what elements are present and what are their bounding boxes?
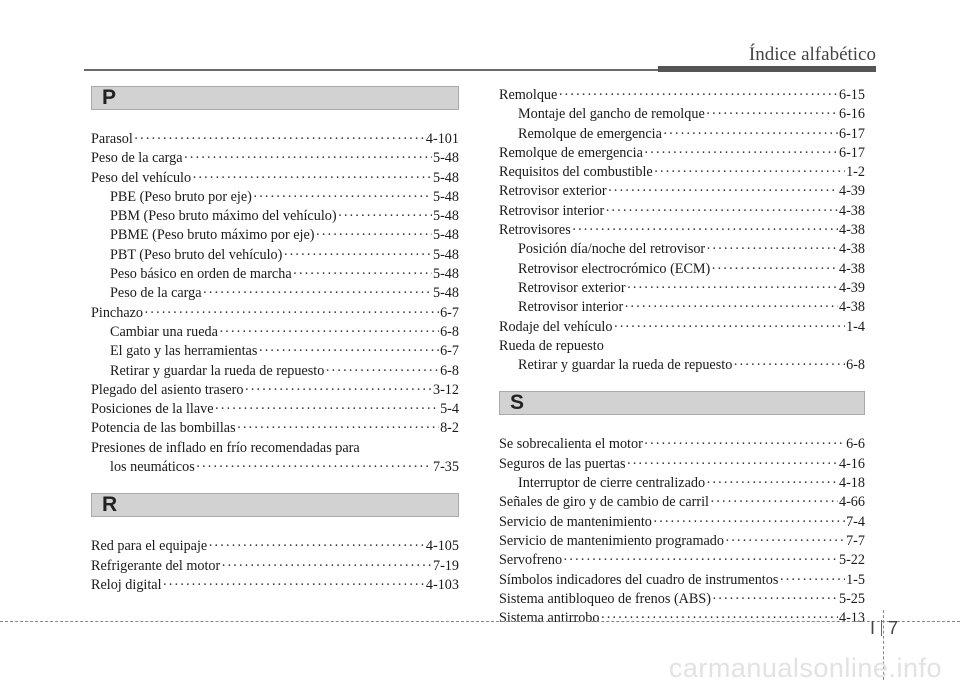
leader-dots: [710, 493, 838, 512]
leader-dots: [626, 455, 838, 474]
entry-text: Refrigerante del motor: [91, 557, 221, 574]
index-subentry: [91, 323, 459, 342]
entry-page-ref: 1-4: [846, 318, 865, 335]
entry-page-ref: 5-48: [432, 169, 459, 186]
leader-dots: [624, 298, 838, 317]
index-entry-heading: Rueda de repuesto: [499, 337, 604, 354]
page-digit: 7: [887, 618, 898, 638]
entry-text: Símbolos indicadores del cuadro de instrumentos: [499, 571, 779, 588]
index-entry: [499, 163, 865, 182]
entry-text: Señales de giro y de cambio de carril: [499, 494, 709, 511]
index-column-left: [91, 86, 459, 595]
index-entry: [91, 576, 459, 595]
leader-dots: [706, 240, 838, 259]
index-entry: [499, 318, 865, 337]
entry-text: Retirar y guardar la rueda de repuesto: [518, 357, 733, 374]
index-subentry: [91, 342, 459, 361]
index-entry: [91, 381, 459, 400]
entry-page-ref: 7-7: [846, 532, 865, 549]
leader-dots: [779, 571, 845, 590]
leader-dots: [283, 246, 432, 265]
index-entry: [91, 400, 459, 419]
leader-dots: [221, 557, 432, 576]
entry-text: PBT (Peso bruto del vehículo): [110, 246, 283, 263]
entry-text: Cambiar una rueda: [110, 323, 218, 340]
leader-dots: [605, 202, 838, 221]
entry-page-ref: 4-16: [838, 455, 865, 472]
entry-text: Remolque de emergencia: [499, 144, 643, 161]
leader-dots: [325, 362, 439, 381]
entry-page-ref: 6-17: [838, 125, 865, 142]
entry-text: Remolque de emergencia: [518, 125, 662, 142]
section-letter: S: [510, 391, 525, 415]
entry-text: Posiciones de la llave: [91, 401, 214, 418]
entry-page-ref: 6-8: [846, 357, 865, 374]
entry-text: Servicio de mantenimiento: [499, 513, 652, 530]
entry-text: Posición día/noche del retrovisor: [518, 241, 706, 258]
entry-page-ref: 6-7: [440, 343, 459, 360]
entry-text: Peso básico en orden de marcha: [110, 266, 292, 283]
entry-text: Plegado del asiento trasero: [91, 381, 244, 398]
entry-text: Sistema antirrobo: [499, 610, 600, 627]
entry-page-ref: 7-35: [432, 459, 459, 476]
footer-rule: [0, 621, 960, 622]
entry-page-ref: 5-48: [432, 246, 459, 263]
leader-dots: [253, 188, 432, 207]
index-entry: [499, 202, 865, 221]
entry-page-ref: 6-8: [440, 323, 459, 340]
section-letter-bar: [499, 391, 865, 415]
entry-page-ref: 6-6: [846, 436, 865, 453]
index-entry: [91, 169, 459, 188]
index-entry: [499, 513, 865, 532]
leader-dots: [613, 318, 845, 337]
leader-dots: [237, 419, 439, 438]
entry-page-ref: 4-39: [838, 183, 865, 200]
entry-page-ref: 5-22: [838, 552, 865, 569]
index-subentry: [499, 105, 865, 124]
entry-page-ref: 4-101: [425, 131, 459, 147]
leader-dots: [663, 125, 838, 144]
header-rule-accent: [658, 66, 876, 72]
entry-text: Requisitos del combustible: [499, 164, 653, 181]
index-entry: [499, 493, 865, 512]
entry-text: Rodaje del vehículo: [499, 318, 613, 335]
entry-text: Interruptor de cierre centralizado: [518, 475, 706, 492]
leader-dots: [733, 356, 845, 375]
entry-page-ref: 5-48: [432, 227, 459, 244]
index-entry: [499, 86, 865, 105]
section-letter-bar: [91, 86, 459, 110]
index-subentry: [499, 474, 865, 493]
index-subentry: [91, 246, 459, 265]
index-subentry: [91, 265, 459, 284]
index-subentry: [91, 207, 459, 226]
entry-page-ref: 4-105: [425, 538, 459, 555]
entry-page-ref: 4-38: [838, 260, 865, 277]
leader-dots: [572, 221, 838, 240]
leader-dots: [338, 207, 432, 226]
entry-page-ref: 4-38: [838, 222, 865, 239]
index-entry: [91, 557, 459, 576]
entry-page-ref: 4-38: [838, 202, 865, 219]
entry-page-ref: 1-5: [846, 571, 865, 588]
leader-dots: [600, 609, 838, 628]
index-subentry: [91, 226, 459, 245]
index-entry: [499, 551, 865, 570]
entry-page-ref: 5-48: [432, 285, 459, 302]
chapter-letter: I: [869, 618, 875, 638]
entry-text: Peso de la carga: [110, 285, 202, 302]
entry-page-ref: 4-103: [425, 576, 459, 593]
leader-dots: [558, 86, 838, 105]
index-subentry: [499, 356, 865, 375]
index-entry: [499, 455, 865, 474]
index-entry-heading: Presiones de inflado en frío recomendadas para: [91, 439, 360, 456]
entry-text: Pinchazo: [91, 304, 144, 321]
leader-dots: [644, 435, 845, 454]
leader-dots: [706, 474, 838, 493]
leader-dots: [563, 551, 838, 570]
entry-text: Retrovisor electrocrómico (ECM): [518, 260, 711, 277]
index-entry: [499, 435, 865, 454]
entry-page-ref: 6-7: [440, 304, 459, 321]
entry-text: Se sobrecalienta el motor: [499, 436, 643, 453]
index-subentry: [91, 188, 459, 207]
entry-page-ref: 6-8: [440, 362, 459, 379]
leader-dots: [203, 284, 432, 303]
entry-page-ref: 4-39: [838, 279, 865, 296]
leader-dots: [711, 260, 838, 279]
entry-text: Reloj digital: [91, 576, 162, 593]
entry-text: Seguros de las puertas: [499, 455, 626, 472]
entry-page-ref: 5-48: [432, 188, 459, 205]
entry-text: Red para el equipaje: [91, 538, 208, 555]
leader-dots: [644, 144, 838, 163]
leader-dots: [293, 265, 432, 284]
entry-text: Servofreno: [499, 552, 563, 569]
entry-text: Remolque: [499, 87, 558, 103]
leader-dots: [244, 381, 432, 400]
index-entry: [91, 149, 459, 168]
section-letter-bar: [91, 493, 459, 517]
index-subentry: [499, 125, 865, 144]
leader-dots: [163, 576, 425, 595]
index-entry: [91, 419, 459, 438]
leader-dots: [219, 323, 439, 342]
entry-text: Retrovisor exterior: [518, 279, 626, 296]
entry-page-ref: 6-17: [838, 144, 865, 161]
entry-page-ref: 4-13: [838, 610, 865, 627]
watermark-text: carmanualsonline.info: [668, 653, 942, 683]
page-header-title: Índice alfabético: [748, 44, 876, 65]
entry-text: Peso del vehículo: [91, 169, 192, 186]
entry-page-ref: 5-48: [432, 266, 459, 283]
leader-dots: [712, 590, 838, 609]
index-entry: [91, 304, 459, 323]
entry-page-ref: 6-16: [838, 106, 865, 123]
entry-text: PBM (Peso bruto máximo del vehículo): [110, 208, 337, 225]
leader-dots: [134, 130, 425, 149]
entry-page-ref: 6-15: [838, 87, 865, 103]
index-subentry: [499, 298, 865, 317]
entry-text: Peso de la carga: [91, 150, 183, 167]
page-number-separator: [881, 620, 882, 636]
leader-dots: [208, 537, 425, 556]
entry-page-ref: 1-2: [846, 164, 865, 181]
entry-text: Sistema antibloqueo de frenos (ABS): [499, 590, 711, 607]
entry-text: Retrovisores: [499, 222, 571, 239]
section-letter: P: [102, 86, 117, 109]
entry-page-ref: 4-66: [838, 494, 865, 511]
leader-dots: [144, 304, 439, 323]
entry-text: PBE (Peso bruto por eje): [110, 188, 252, 205]
entry-text: Potencia de las bombillas: [91, 420, 236, 437]
index-column-right: [499, 86, 865, 628]
entry-text: PBME (Peso bruto máximo por eje): [110, 227, 315, 244]
leader-dots: [627, 279, 838, 298]
entry-text: Servicio de mantenimiento programado: [499, 532, 724, 549]
entry-text: Retrovisor interior: [499, 202, 605, 219]
index-entry: [499, 182, 865, 201]
entry-text: Retrovisor exterior: [499, 183, 607, 200]
index-entry: [499, 532, 865, 551]
entry-page-ref: 8-2: [440, 420, 459, 437]
leader-dots: [706, 105, 838, 124]
index-entry: [499, 571, 865, 590]
index-subentry: [499, 240, 865, 259]
index-entry: [91, 537, 459, 556]
index-subentry: [499, 260, 865, 279]
index-subentry: [91, 362, 459, 381]
entry-page-ref: 4-18: [838, 475, 865, 492]
page-number: [870, 618, 898, 639]
index-subentry: [91, 458, 459, 477]
entry-page-ref: 5-4: [440, 401, 459, 418]
leader-dots: [215, 400, 440, 419]
entry-text: Montaje del gancho de remolque: [518, 106, 705, 123]
entry-page-ref: 3-12: [432, 381, 459, 398]
section-letter: R: [102, 493, 118, 517]
entry-page-ref: 4-38: [838, 299, 865, 316]
leader-dots: [725, 532, 845, 551]
entry-page-ref: 5-25: [838, 590, 865, 607]
entry-page-ref: 7-4: [846, 513, 865, 530]
entry-text: Parasol: [91, 131, 133, 147]
entry-text: Retrovisor interior: [518, 299, 624, 316]
index-entry: [499, 609, 865, 628]
leader-dots: [196, 458, 432, 477]
leader-dots: [654, 163, 845, 182]
leader-dots: [316, 226, 432, 245]
index-subentry: [91, 284, 459, 303]
entry-text: El gato y las herramientas: [110, 343, 258, 360]
leader-dots: [184, 149, 432, 168]
entry-page-ref: 7-19: [432, 557, 459, 574]
entry-text: Retirar y guardar la rueda de repuesto: [110, 362, 325, 379]
leader-dots: [608, 182, 838, 201]
leader-dots: [258, 342, 439, 361]
index-entry: [499, 590, 865, 609]
index-subentry: [499, 279, 865, 298]
index-entry: [499, 221, 865, 240]
entry-page-ref: 4-38: [838, 241, 865, 258]
leader-dots: [192, 169, 432, 188]
leader-dots: [653, 513, 845, 532]
entry-text: los neumáticos: [110, 459, 195, 476]
entry-page-ref: 5-48: [432, 150, 459, 167]
entry-page-ref: 5-48: [432, 208, 459, 225]
index-entry: [499, 144, 865, 163]
index-entry: [91, 130, 459, 149]
